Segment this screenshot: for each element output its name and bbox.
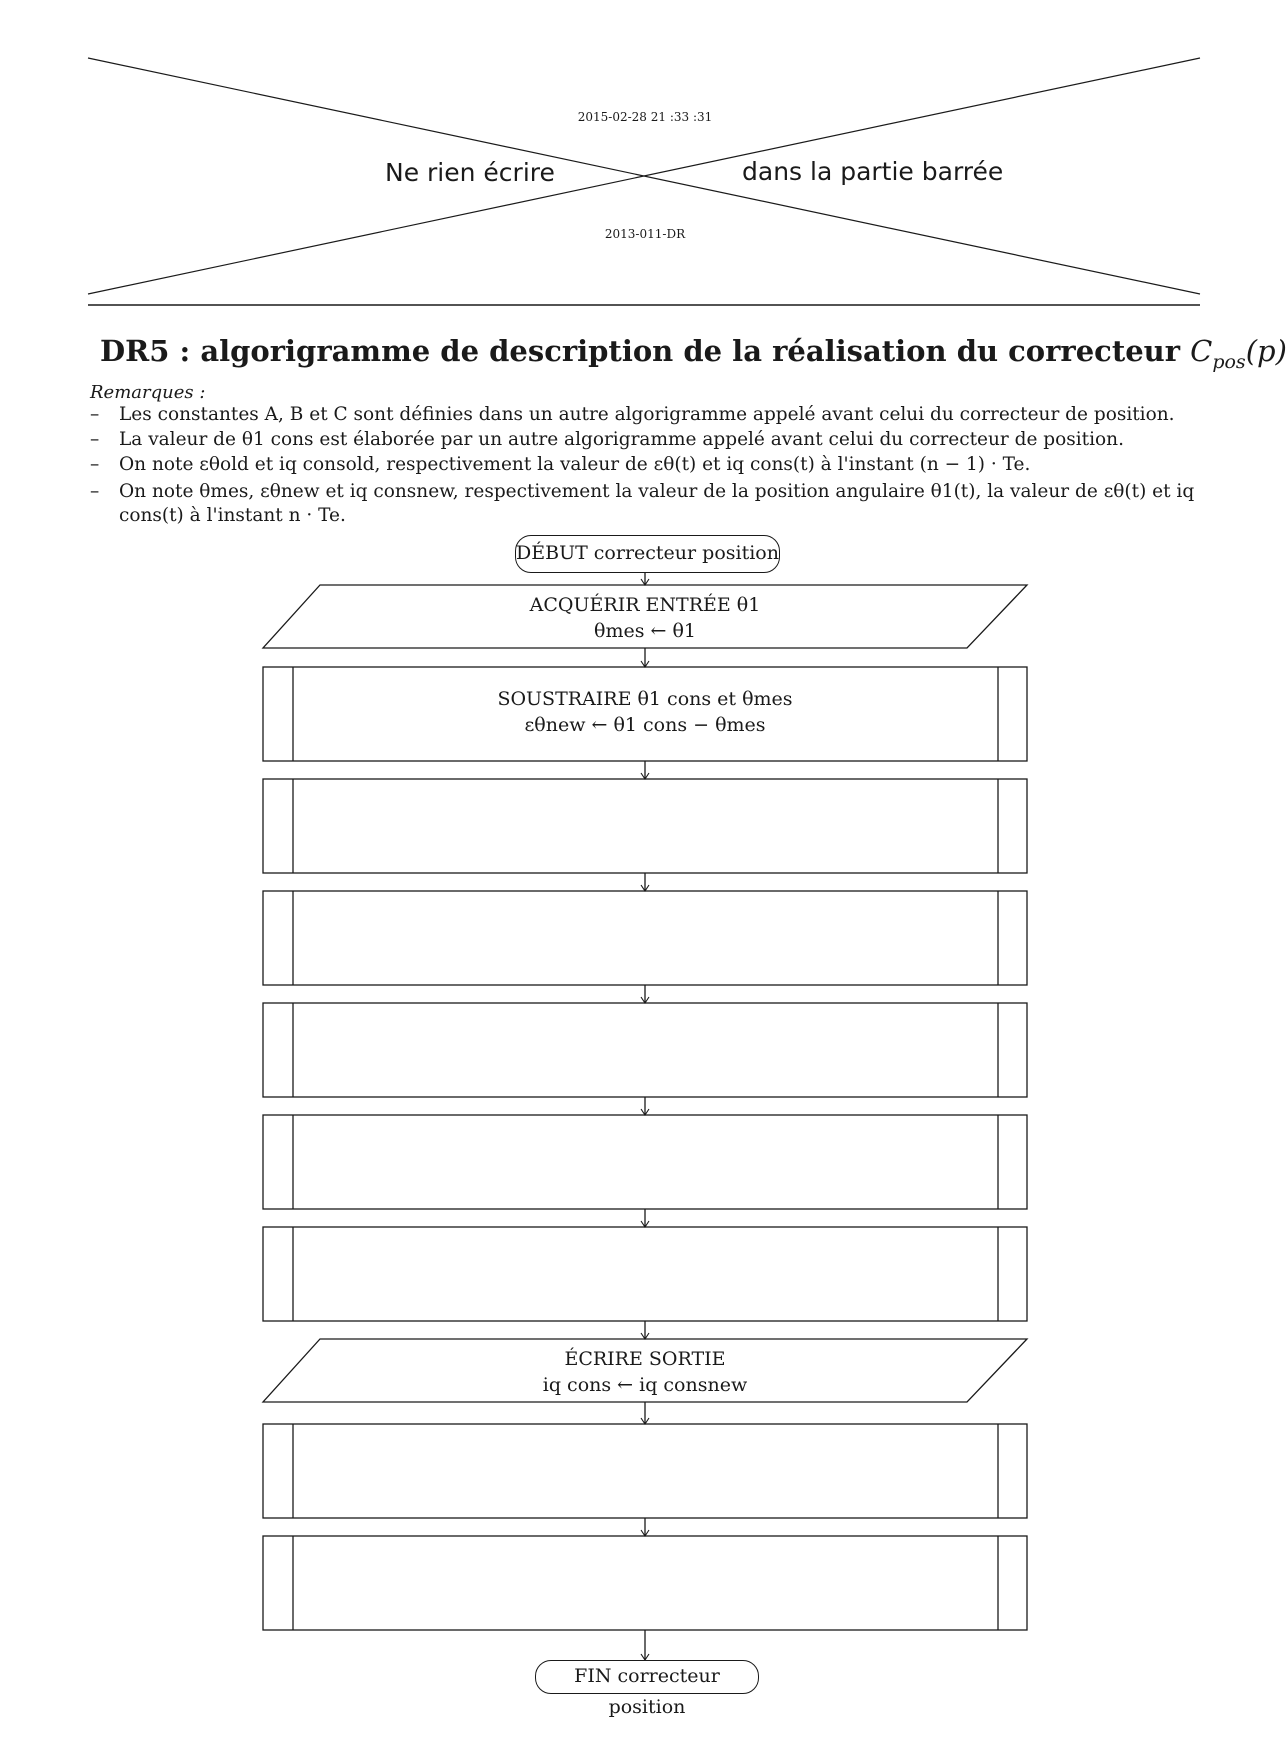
remark-text: La valeur de θ1 cons est élaborée par un autre algorigramme appelé avant celui du correcteur de position. bbox=[119, 429, 1124, 450]
remark-item: – On note εθold et iq consold, respectivement la valeur de εθ(t) et iq cons(t) à l'instant (n − 1) · Te. bbox=[90, 453, 1210, 477]
remark-item: – Les constantes A, B et C sont définies dans un autre algorigramme appelé avant celui du correcteur de position. bbox=[90, 403, 1210, 427]
remarks-heading: Remarques : bbox=[90, 382, 206, 403]
remark-item: – La valeur de θ1 cons est élaborée par un autre algorigramme appelé avant celui du correcteur de position. bbox=[90, 428, 1210, 452]
instruction-right: dans la partie barrée bbox=[742, 157, 1004, 186]
remark-text: On note θmes, εθnew et iq consnew, respectivement la valeur de la position angulaire θ1(t), la valeur de εθ(t) et iq cons(t) à l'instant n · Te. bbox=[119, 481, 1195, 526]
process-box-8 bbox=[263, 1536, 1027, 1630]
remark-item: – On note θmes, εθnew et iq consnew, respectivement la valeur de la position angulaire θ1(t), la valeur de εθ(t) et iq cons(t) à l'instant n · Te. bbox=[90, 480, 1210, 528]
input-expression: θmes ← θ1 bbox=[594, 620, 696, 642]
remark-text: On note εθold et iq consold, respectivement la valeur de εθ(t) et iq cons(t) à l'instant (n − 1) · Te. bbox=[119, 454, 1031, 475]
process-box-5 bbox=[263, 1115, 1027, 1209]
crossed-out-area bbox=[88, 58, 1200, 305]
instruction-left: Ne rien écrire bbox=[385, 158, 555, 187]
process-box-7 bbox=[263, 1424, 1027, 1518]
title-math: $C_{pos}(p)$ bbox=[1190, 334, 1287, 373]
arrowheads bbox=[641, 579, 649, 1660]
start-terminal: DÉBUT correcteur position bbox=[515, 535, 780, 573]
input-label: ACQUÉRIR ENTRÉE θ1 bbox=[529, 594, 761, 616]
process-box-6 bbox=[263, 1227, 1027, 1321]
process-box-3 bbox=[263, 891, 1027, 985]
page-title bbox=[100, 334, 1287, 373]
timestamp: 2015-02-28 21 :33 :31 bbox=[577, 110, 713, 124]
process1-expression: εθnew ← θ1 cons − θmes bbox=[524, 714, 766, 736]
process-box-2 bbox=[263, 779, 1027, 873]
reference-code: 2013-011-DR bbox=[604, 227, 686, 241]
remark-text: Les constantes A, B et C sont définies dans un autre algorigramme appelé avant celui du correcteur de position. bbox=[119, 404, 1175, 425]
title-text: DR5 : algorigramme de description de la réalisation du correcteur bbox=[100, 334, 1191, 368]
process1-label: SOUSTRAIRE θ1 cons et θmes bbox=[497, 688, 793, 710]
output-expression: iq cons ← iq consnew bbox=[542, 1374, 748, 1396]
process-box-4 bbox=[263, 1003, 1027, 1097]
end-terminal: FIN correcteur position bbox=[535, 1660, 759, 1694]
output-label: ÉCRIRE SORTIE bbox=[564, 1348, 726, 1370]
